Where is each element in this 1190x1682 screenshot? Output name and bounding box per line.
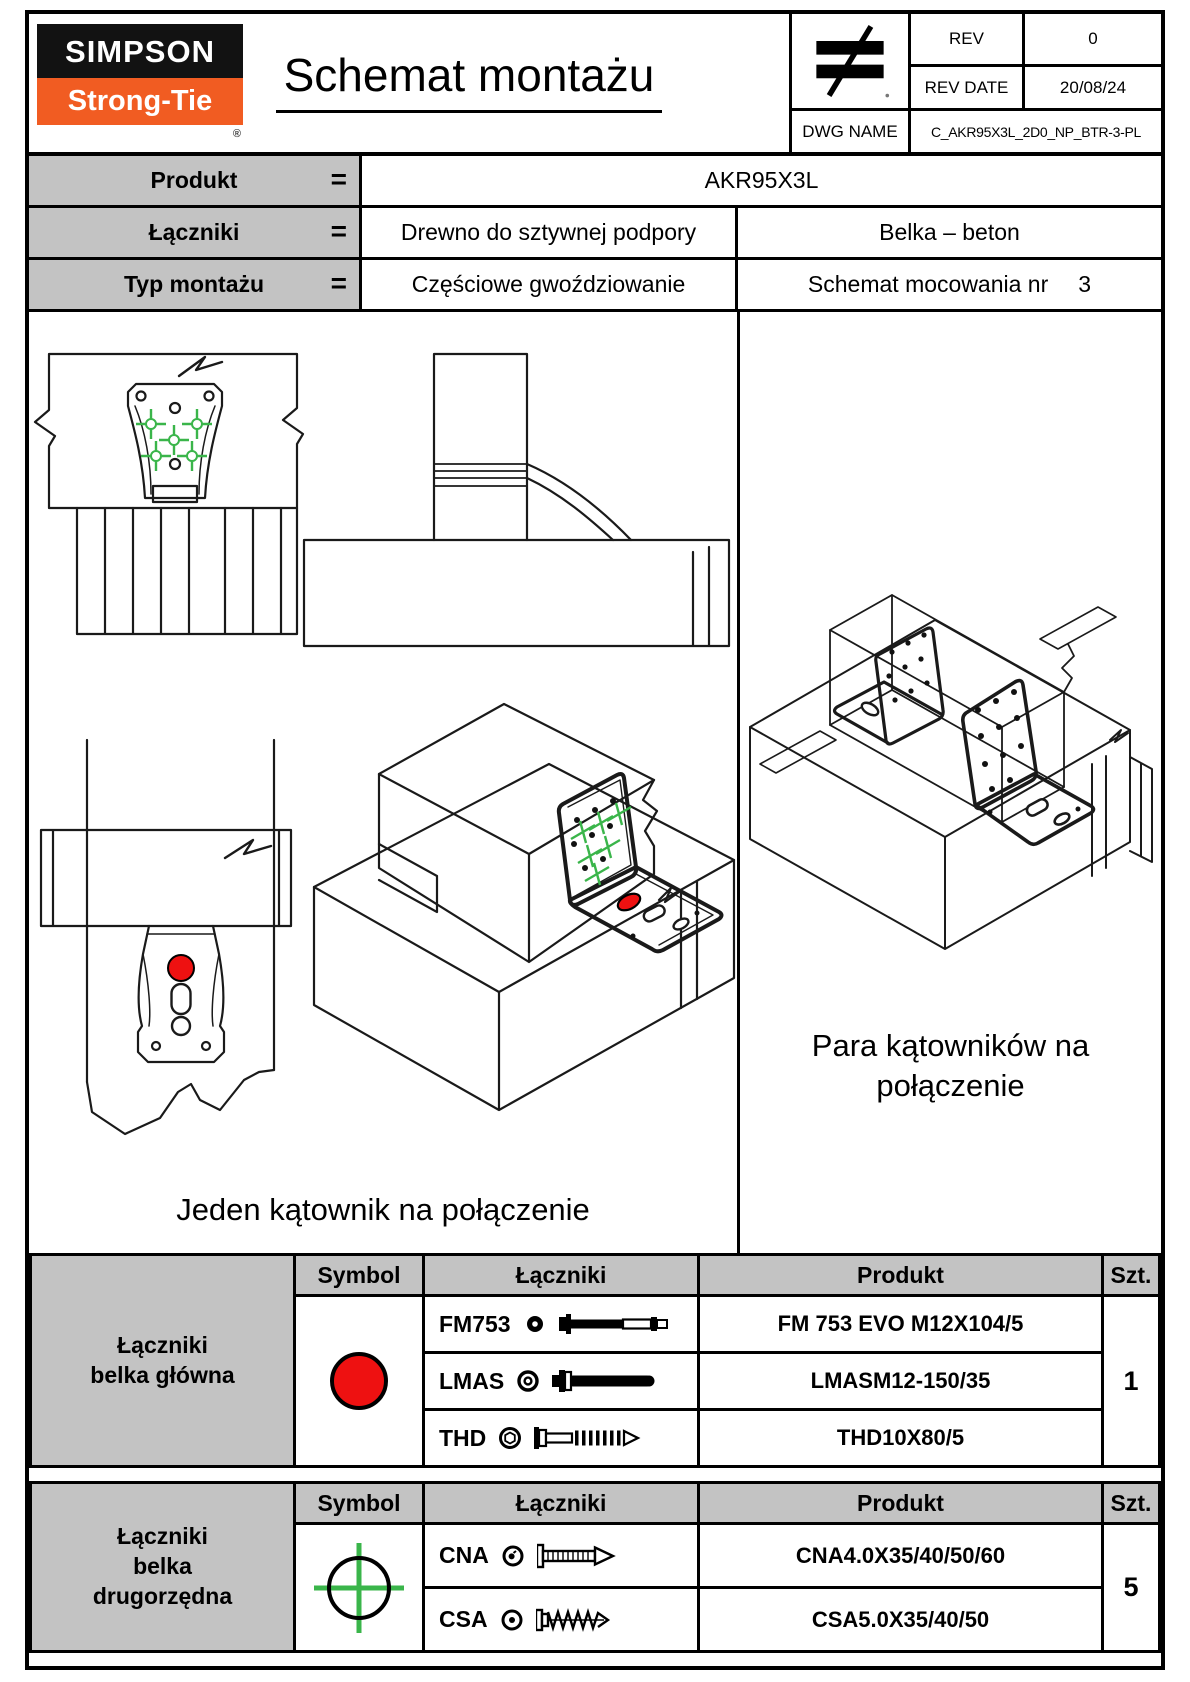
iso-single-view: [314, 704, 734, 1110]
secondary-beam-fasteners-table: [29, 1481, 1161, 1653]
cna-head-icon: [500, 1543, 526, 1569]
csa-screw-icon: [536, 1607, 640, 1633]
column-header-product: Produkt: [697, 1256, 1101, 1294]
produkt-value: AKR95X3L: [704, 167, 819, 193]
fastener-code: THD: [439, 1424, 487, 1451]
laczniki-label-cell: [29, 208, 362, 257]
secondary-beam-qty: 5: [1101, 1522, 1158, 1650]
laczniki-value-right: Belka – beton: [879, 219, 1020, 245]
sheet-frame: [25, 10, 1165, 1670]
torn-break-edge: [87, 1070, 274, 1134]
thd-head-icon: [497, 1425, 523, 1451]
nail-marker: [182, 409, 212, 439]
laczniki-value-left: Drewno do sztywnej podpory: [362, 208, 738, 257]
nail-marker: [578, 845, 602, 867]
product-thd: THD10X80/5: [697, 1408, 1101, 1465]
fastener-row-thd: [422, 1408, 697, 1465]
typ-montazu-value-right: [738, 260, 1161, 309]
column-header-symbol: Symbol: [293, 1256, 422, 1294]
red-dot-icon: [319, 1341, 399, 1421]
green-crosshair-circle-icon: [304, 1533, 414, 1643]
bracket-vertical-leg: [963, 681, 1036, 809]
dwg-name-label: DWG NAME: [792, 108, 908, 152]
schemat-mocowania-number: 3: [1078, 271, 1092, 297]
typ-montazu-label-cell: [29, 260, 362, 309]
product-lmas: LMASM12-150/35: [697, 1351, 1101, 1408]
far-bracket: [835, 628, 944, 744]
group-label-secondary-beam: [32, 1484, 293, 1650]
info-row-produkt: [29, 156, 1161, 208]
title-area: [209, 14, 729, 146]
group-label-line: Łączniki: [117, 1523, 208, 1550]
fastener-code: CSA: [439, 1606, 488, 1632]
bracket-vertical-leg: [876, 628, 943, 744]
produkt-label-cell: [29, 156, 362, 205]
anchor-marker-red: [168, 955, 194, 981]
column-header-product: Produkt: [697, 1484, 1101, 1522]
beam-notch: [379, 844, 437, 912]
rev-date-value: 20/08/24: [1022, 64, 1161, 108]
fastener-row-lmas: [422, 1351, 697, 1408]
produkt-label: Produkt: [150, 167, 238, 193]
main-beam-qty: 1: [1101, 1294, 1158, 1465]
schemat-mocowania-text: Schemat mocowania nr: [807, 271, 1049, 297]
fastener-row-csa: [422, 1586, 697, 1650]
rev-date-label: REV DATE: [908, 64, 1022, 108]
nail-marker: [596, 836, 620, 858]
product-fm753: FM 753 EVO M12X104/5: [697, 1294, 1101, 1351]
info-row-typ-montazu: [29, 260, 1161, 312]
page-title: Schemat montażu: [276, 48, 663, 113]
sheet-header: [29, 14, 1161, 156]
typ-montazu-label: Typ montażu: [123, 271, 265, 297]
column-header-symbol: Symbol: [293, 1484, 422, 1522]
concrete-slab-side: [304, 540, 729, 646]
group-label-line: belka główna: [90, 1361, 235, 1388]
slot-hole: [1025, 797, 1050, 817]
dwg-name-value: C_AKR95X3L_2D0_NP_BTR-3-PL: [908, 108, 1161, 152]
equals-sign: =: [330, 267, 347, 299]
first-angle-projection-icon: [800, 18, 900, 104]
equals-sign: =: [330, 215, 347, 247]
title-block: [789, 14, 1161, 152]
rev-value: 0: [1022, 14, 1161, 64]
nail-marker: [571, 821, 595, 843]
fastener-code: LMAS: [439, 1367, 505, 1394]
beam-front: [41, 830, 291, 926]
support-hatch: [77, 508, 297, 634]
anchor-marker-red: [615, 890, 643, 913]
typ-montazu-value-left: Częściowe gwoździowanie: [362, 260, 738, 309]
lmas-head-icon: [515, 1368, 541, 1394]
thd-screw-icon: [534, 1425, 646, 1451]
rev-label: REV: [908, 14, 1022, 64]
pair-bracket-view: [740, 312, 1161, 1253]
side-view: [304, 354, 729, 646]
group-label-line: Łączniki: [117, 1331, 208, 1358]
nail-marker: [141, 441, 171, 471]
logo-strongtie-text: Strong-Tie: [67, 85, 213, 117]
cna-nail-icon: [537, 1543, 623, 1569]
caption-single-bracket: Jeden kątownik na połączenie: [176, 1192, 590, 1227]
break-symbol: [179, 357, 222, 376]
main-beam-fasteners-table: [29, 1253, 1161, 1468]
slot-hole: [642, 904, 667, 924]
registered-mark: ®: [232, 128, 241, 140]
fastener-row-fm753: [422, 1294, 697, 1351]
laczniki-label: Łączniki: [148, 219, 240, 245]
projection-symbol-cell: [792, 14, 908, 108]
product-cna: CNA4.0X35/40/50/60: [697, 1522, 1101, 1586]
column-header-fasteners: Łączniki: [422, 1256, 697, 1294]
secondary-beam-symbol-cell: [293, 1522, 422, 1650]
main-beam-symbol-cell: [293, 1294, 422, 1465]
nail-marker: [159, 425, 189, 455]
drawing-area: [29, 312, 1161, 1253]
fastener-code: CNA: [439, 1542, 489, 1568]
group-label-line: drugorzędna: [92, 1582, 233, 1609]
single-bracket-views: [29, 312, 737, 1253]
csa-head-icon: [499, 1607, 525, 1633]
caption-pair-line1: Para kątowników na: [811, 1028, 1090, 1063]
logo-simpson: SIMPSON: [37, 24, 243, 78]
product-info-table: [29, 156, 1161, 312]
equals-sign: =: [330, 163, 347, 195]
iso-pair-view: [750, 595, 1152, 949]
break-symbol: [225, 840, 271, 858]
nail-marker: [136, 409, 166, 439]
caption-pair-brackets: [740, 1026, 1161, 1107]
lmas-bolt-icon: [552, 1368, 662, 1394]
column-header-qty: Szt.: [1101, 1484, 1158, 1522]
column-header-fasteners: Łączniki: [422, 1484, 697, 1522]
caption-pair-line2: połączenie: [876, 1068, 1025, 1104]
product-csa: CSA5.0X35/40/50: [697, 1586, 1101, 1650]
column-header-qty: Szt.: [1101, 1256, 1158, 1294]
info-row-laczniki: [29, 208, 1161, 260]
group-label-line: belka: [133, 1553, 192, 1580]
group-label-main-beam: [32, 1256, 293, 1465]
nail-marker: [177, 441, 207, 471]
plan-view: [35, 354, 303, 634]
front-view: [41, 740, 291, 1134]
slot-hole: [172, 984, 191, 1014]
bracket-profile-curve: [527, 464, 631, 540]
fm753-head-icon: [522, 1311, 548, 1337]
fm753-bolt-icon: [559, 1311, 679, 1337]
fastener-code: FM753: [439, 1310, 511, 1337]
fastener-row-cna: [422, 1522, 697, 1586]
